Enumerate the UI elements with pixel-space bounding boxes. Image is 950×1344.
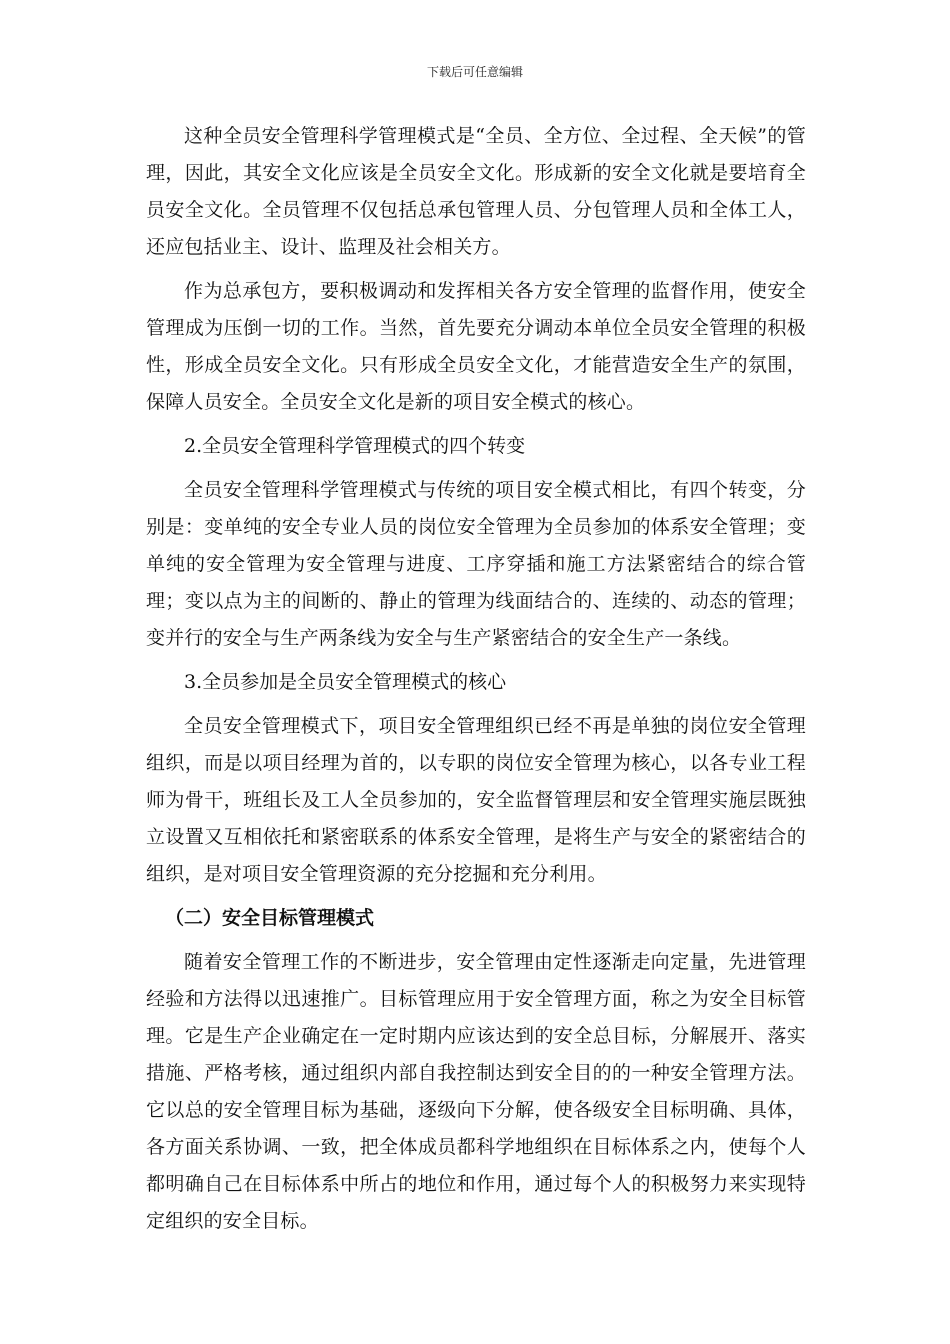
paragraph-all-staff-culture: 这种全员安全管理科学管理模式是“全员、全方位、全过程、全天候”的管理，因此，其安全文化应该是全员安全文化。形成新的安全文化就是要培育全员安全文化。全员管理不仅包括总承包管理人员、分包管理人员和全体工人，还应包括业主、设计、监理及社会相关方。 bbox=[146, 125, 806, 258]
heading-four-transformations: 2.全员安全管理科学管理模式的四个转变 bbox=[184, 435, 526, 457]
heading-participation-core: 3.全员参加是全员安全管理模式的核心 bbox=[184, 671, 507, 693]
paragraph-general-contractor: 作为总承包方，要积极调动和发挥相关各方安全管理的监督作用，使安全管理成为压倒一切的工作。当然，首先要充分调动本单位全员安全管理的积极性，形成全员安全文化。只有形成全员安全文化，才能营造安全生产的氛围，保障人员安全。全员安全文化是新的项目安全模式的核心。 bbox=[146, 280, 806, 413]
page-header: 下载后可任意编辑 bbox=[426, 65, 523, 79]
paragraph-target-management: 随着安全管理工作的不断进步，安全管理由定性逐渐走向定量，先进管理经验和方法得以迅速推广。目标管理应用于安全管理方面，称之为安全目标管理。它是生产企业确定在一定时期内应该达到的安全总目标，分解展开、落实措施、严格考核，通过组织内部自我控制达到安全目的的一种安全管理方法。它以总的安全管理目标为基础，逐级向下分解，使各级安全目标明确、具体，各方面关系协调、一致，把全体成员都科学地组织在目标体系之内，使每个人都明确自己在目标体系中所占的地位和作用，通过每个人的积极努力来实现特定组织的安全目标。 bbox=[146, 951, 806, 1232]
paragraph-four-transformations: 全员安全管理科学管理模式与传统的项目安全模式相比，有四个转变，分别是：变单纯的安全专业人员的岗位安全管理为全员参加的体系安全管理；变单纯的安全管理为安全管理与进度、工序穿插和施工方法紧密结合的综合管理；变以点为主的间断的、静止的管理为线面结合的、连续的、动态的管理；变并行的安全与生产两条线为安全与生产紧密结合的安全生产一条线。 bbox=[146, 479, 806, 649]
paragraph-participation-core: 全员安全管理模式下，项目安全管理组织已经不再是单独的岗位安全管理组织，而是以项目经理为首的，以专职的岗位安全管理为核心，以各专业工程师为骨干，班组长及工人全员参加的，安全监督管理层和安全管理实施层既独立设置又互相依托和紧密联系的体系安全管理，是将生产与安全的紧密结合的组织，是对项目安全管理资源的充分挖掘和充分利用。 bbox=[146, 715, 806, 885]
document-body bbox=[146, 118, 806, 1247]
section-heading-target-management: （二）安全目标管理模式 bbox=[165, 907, 375, 929]
